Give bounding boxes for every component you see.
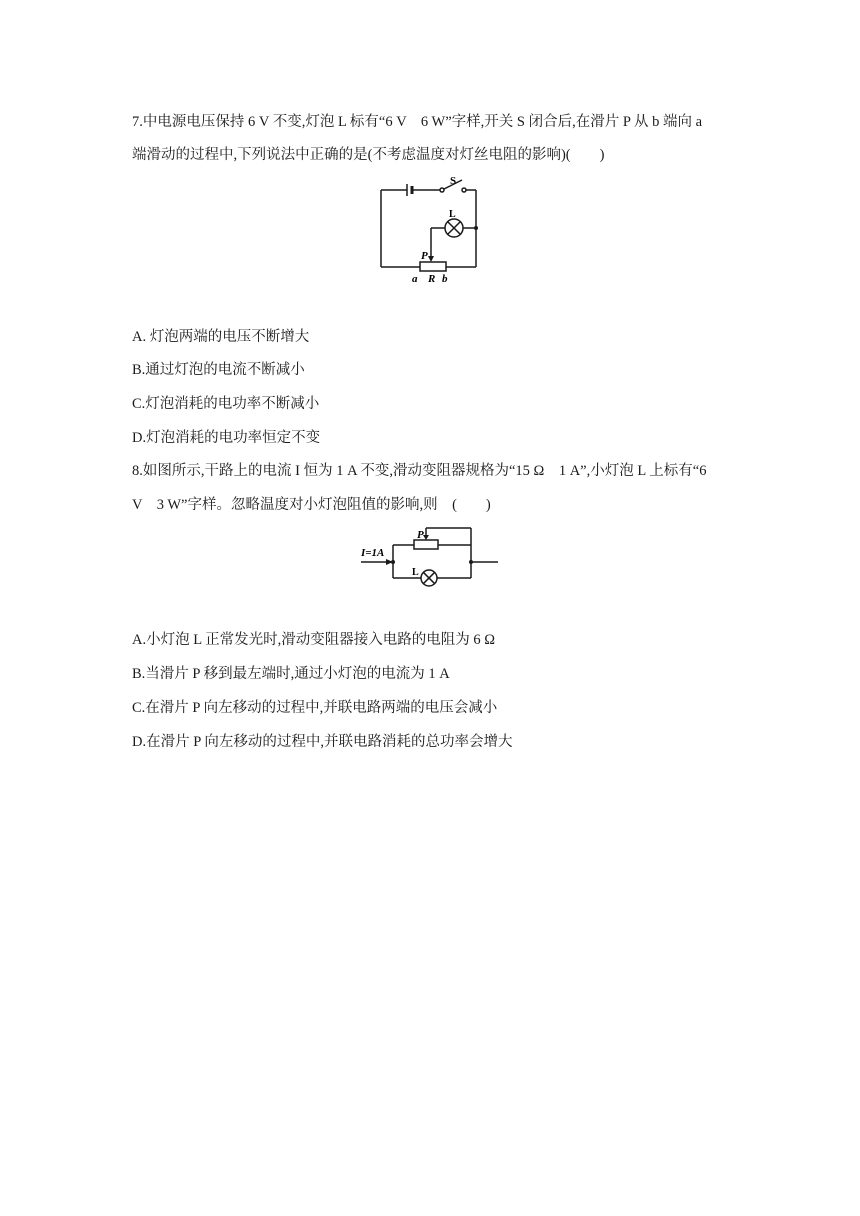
q7-switch-label: S xyxy=(450,175,457,187)
q8-stem-line2: V 3 W”字样。忽略温度对小灯泡阻值的影响,则 ( ) xyxy=(132,497,491,513)
q7-circuit-diagram xyxy=(370,172,490,284)
q8-option-d: D.在滑片 P 向左移动的过程中,并联电路消耗的总功率会增大 xyxy=(132,734,513,750)
q7-resistor-label: R xyxy=(428,273,436,285)
q8-lamp-label: L xyxy=(412,567,419,578)
q8-option-b: B.当滑片 P 移到最左端时,通过小灯泡的电流为 1 A xyxy=(132,666,450,682)
q7-option-b: B.通过灯泡的电流不断减小 xyxy=(132,362,305,378)
q7-slider-label: P xyxy=(421,250,428,262)
q7-stem-line2: 端滑动的过程中,下列说法中正确的是(不考虑温度对灯丝电阻的影响)( ) xyxy=(132,147,605,163)
q8-slider-label: P xyxy=(417,529,424,541)
q8-stem-line1: 8.如图所示,干路上的电流 I 恒为 1 A 不变,滑动变阻器规格为“15 Ω 1 A”,小灯泡 L 上标有“6 xyxy=(132,463,707,479)
q7-end-a-label: a xyxy=(412,273,418,285)
q8-option-c: C.在滑片 P 向左移动的过程中,并联电路两端的电压会减小 xyxy=(132,700,498,716)
q7-option-d: D.灯泡消耗的电功率恒定不变 xyxy=(132,430,321,446)
q7-end-b-label: b xyxy=(442,273,448,285)
q8-current-label: I=1A xyxy=(361,547,385,559)
q7-option-c: C.灯泡消耗的电功率不断减小 xyxy=(132,396,320,412)
q8-circuit-diagram xyxy=(358,520,500,592)
q7-lamp-label: L xyxy=(449,209,456,220)
q8-option-a: A.小灯泡 L 正常发光时,滑动变阻器接入电路的电阻为 6 Ω xyxy=(132,632,496,648)
q7-option-a: A. 灯泡两端的电压不断增大 xyxy=(132,329,310,345)
q7-stem-line1: 7.中电源电压保持 6 V 不变,灯泡 L 标有“6 V 6 W”字样,开关 S 闭合后,在滑片 P 从 b 端向 a xyxy=(132,114,703,130)
